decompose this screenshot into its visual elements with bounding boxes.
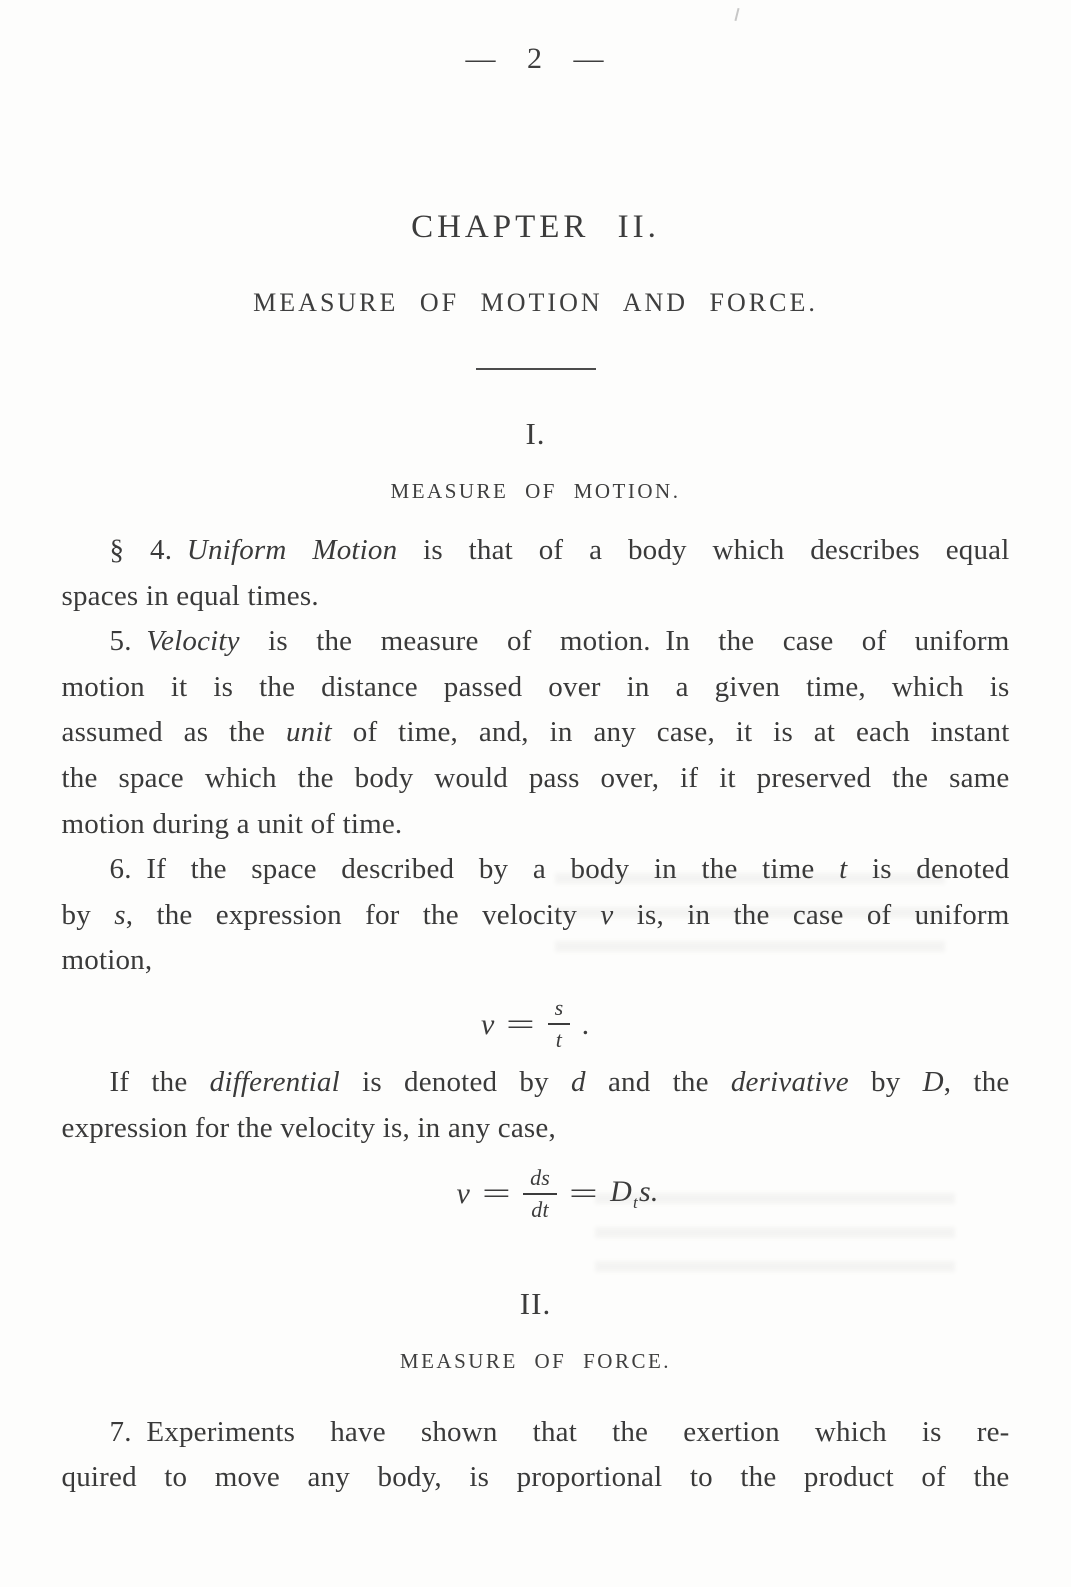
equation-velocity-derivative bbox=[84, 1166, 1032, 1222]
paragraph-line: 7. Experiments have shown that the exertion which is re- bbox=[109, 1415, 1010, 1448]
paragraph-6 bbox=[62, 847, 1010, 984]
chapter-title: CHAPTER II. bbox=[411, 209, 660, 245]
paragraph-line: quired to move any body, is proportional to the product of the bbox=[61, 1461, 1010, 1494]
section-1-number: I. bbox=[525, 416, 546, 451]
paragraph-line: assumed as the unit of time, and, in any case, it is at each instant bbox=[61, 716, 1010, 749]
paragraph-line: If the differential is denoted by d and the derivative by D, the bbox=[109, 1066, 1010, 1099]
fraction bbox=[523, 1166, 557, 1222]
page-number: — 2 — bbox=[465, 42, 606, 75]
paragraph-4 bbox=[62, 528, 1010, 619]
fraction-numerator: ds bbox=[523, 1166, 557, 1195]
paragraph-line: motion during a unit of time. bbox=[61, 807, 403, 840]
equation-velocity-uniform bbox=[62, 996, 1010, 1052]
chapter-subtitle: MEASURE OF MOTION AND FORCE. bbox=[253, 288, 818, 317]
paragraph-line: spaces in equal times. bbox=[61, 579, 319, 612]
fraction-denominator: t bbox=[555, 1027, 563, 1053]
equation-period: . bbox=[582, 1007, 591, 1041]
equation-lhs: v bbox=[456, 1177, 470, 1211]
section-2-number: II. bbox=[519, 1285, 552, 1321]
paragraph-line: motion it is the distance passed over in a given time, which is bbox=[61, 670, 1010, 703]
paragraph-line: expression for the velocity is, in any case, bbox=[61, 1111, 556, 1144]
paragraph-7 bbox=[62, 1410, 1010, 1501]
paragraph-5 bbox=[62, 619, 1010, 847]
subscript: t bbox=[633, 1192, 638, 1212]
paragraph-line: motion, bbox=[61, 944, 153, 977]
paragraph-line: § 4. Uniform Motion is that of a body which describes equal bbox=[109, 534, 1010, 566]
operand: s. bbox=[638, 1174, 659, 1208]
equals-sign: = bbox=[569, 1177, 599, 1211]
body-text-column bbox=[62, 528, 1010, 1222]
fraction bbox=[548, 996, 571, 1052]
body-text-column bbox=[62, 1410, 1010, 1501]
paragraph-line: the space which the body would pass over, if it preserved the same bbox=[61, 761, 1010, 794]
equals-sign: = bbox=[481, 1177, 512, 1211]
derivative-operator: $D_ts$. bbox=[610, 1174, 659, 1212]
section-2-heading: MEASURE OF FORCE. bbox=[399, 1348, 672, 1373]
section-1-heading: MEASURE OF MOTION. bbox=[390, 479, 681, 503]
fraction-numerator: s bbox=[548, 996, 571, 1025]
fraction-denominator: dt bbox=[531, 1196, 549, 1222]
paragraph-line: 5. Velocity is the measure of motion. In the case of uniform bbox=[109, 625, 1010, 658]
equals-sign: = bbox=[506, 1007, 536, 1041]
paragraph-line: 6. If the space described by a body in the time t is denoted bbox=[109, 853, 1010, 886]
divider-rule bbox=[476, 368, 596, 370]
paragraph-line: by s, the expression for the velocity v is, in the case of uniform bbox=[61, 898, 1010, 931]
equation-lhs: v bbox=[480, 1007, 495, 1041]
paragraph-differential bbox=[62, 1060, 1010, 1151]
